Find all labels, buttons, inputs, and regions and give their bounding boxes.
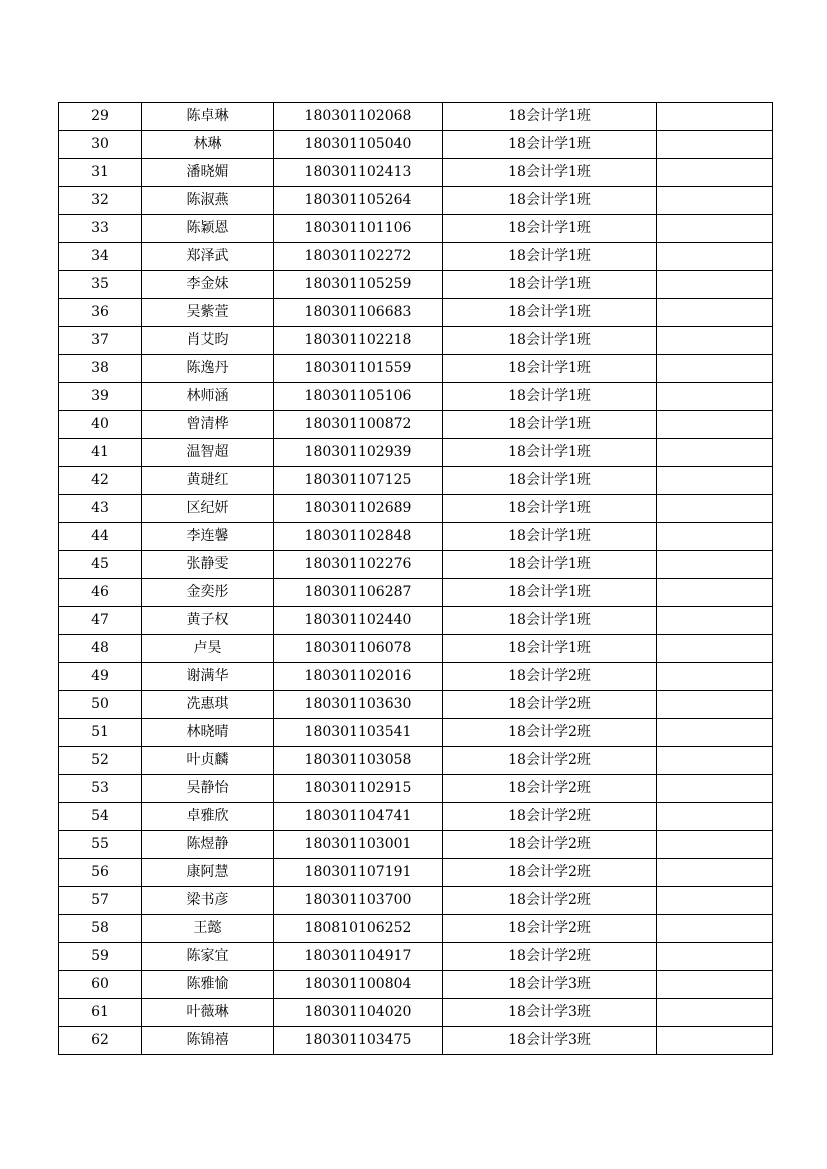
note-cell — [657, 719, 773, 747]
table-row — [59, 215, 773, 243]
row-number-cell: 32 — [59, 187, 142, 215]
student-id-cell: 180301103475 — [274, 1027, 443, 1055]
student-name-cell: 肖艾昀 — [142, 327, 274, 355]
row-number-cell: 41 — [59, 439, 142, 467]
class-name-cell: 18会计学3班 — [443, 971, 657, 999]
table-row — [59, 831, 773, 859]
note-cell — [657, 635, 773, 663]
student-name-cell: 卢昊 — [142, 635, 274, 663]
table-row — [59, 439, 773, 467]
student-id-cell: 180810106252 — [274, 915, 443, 943]
table-row — [59, 859, 773, 887]
note-cell — [657, 103, 773, 131]
class-name-cell: 18会计学1班 — [443, 159, 657, 187]
student-name-cell: 林师涵 — [142, 383, 274, 411]
table-row — [59, 691, 773, 719]
class-name-cell: 18会计学1班 — [443, 579, 657, 607]
student-id-cell: 180301102413 — [274, 159, 443, 187]
student-name-cell: 冼惠琪 — [142, 691, 274, 719]
student-id-cell: 180301101106 — [274, 215, 443, 243]
student-id-cell: 180301100872 — [274, 411, 443, 439]
student-id-cell: 180301102218 — [274, 327, 443, 355]
class-name-cell: 18会计学1班 — [443, 187, 657, 215]
row-number-cell: 44 — [59, 523, 142, 551]
row-number-cell: 39 — [59, 383, 142, 411]
student-name-cell: 温智超 — [142, 439, 274, 467]
note-cell — [657, 411, 773, 439]
student-name-cell: 陈颖恩 — [142, 215, 274, 243]
note-cell — [657, 803, 773, 831]
class-name-cell: 18会计学1班 — [443, 411, 657, 439]
table-row — [59, 803, 773, 831]
student-name-cell: 林晓晴 — [142, 719, 274, 747]
student-id-cell: 180301101559 — [274, 355, 443, 383]
student-name-cell: 康阿慧 — [142, 859, 274, 887]
note-cell — [657, 887, 773, 915]
roster-body — [59, 103, 773, 1055]
table-row — [59, 887, 773, 915]
class-name-cell: 18会计学2班 — [443, 915, 657, 943]
student-name-cell: 梁书彦 — [142, 887, 274, 915]
student-id-cell: 180301103700 — [274, 887, 443, 915]
table-row — [59, 159, 773, 187]
row-number-cell: 52 — [59, 747, 142, 775]
row-number-cell: 29 — [59, 103, 142, 131]
student-name-cell: 李金妹 — [142, 271, 274, 299]
note-cell — [657, 215, 773, 243]
student-id-cell: 180301102068 — [274, 103, 443, 131]
class-name-cell: 18会计学1班 — [443, 103, 657, 131]
student-id-cell: 180301104020 — [274, 999, 443, 1027]
student-id-cell: 180301102276 — [274, 551, 443, 579]
class-name-cell: 18会计学2班 — [443, 887, 657, 915]
row-number-cell: 58 — [59, 915, 142, 943]
table-row — [59, 131, 773, 159]
student-id-cell: 180301107125 — [274, 467, 443, 495]
student-name-cell: 陈淑燕 — [142, 187, 274, 215]
row-number-cell: 60 — [59, 971, 142, 999]
student-name-cell: 林琳 — [142, 131, 274, 159]
table-row — [59, 271, 773, 299]
row-number-cell: 55 — [59, 831, 142, 859]
class-name-cell: 18会计学1班 — [443, 551, 657, 579]
student-name-cell: 黄琎红 — [142, 467, 274, 495]
class-name-cell: 18会计学3班 — [443, 999, 657, 1027]
table-row — [59, 467, 773, 495]
table-row — [59, 187, 773, 215]
class-name-cell: 18会计学1班 — [443, 355, 657, 383]
note-cell — [657, 747, 773, 775]
row-number-cell: 31 — [59, 159, 142, 187]
class-name-cell: 18会计学1班 — [443, 635, 657, 663]
student-id-cell: 180301107191 — [274, 859, 443, 887]
student-id-cell: 180301105264 — [274, 187, 443, 215]
table-row — [59, 327, 773, 355]
student-name-cell: 陈锦禧 — [142, 1027, 274, 1055]
note-cell — [657, 775, 773, 803]
student-name-cell: 谢满华 — [142, 663, 274, 691]
student-name-cell: 陈煜静 — [142, 831, 274, 859]
class-name-cell: 18会计学1班 — [443, 467, 657, 495]
student-name-cell: 王懿 — [142, 915, 274, 943]
note-cell — [657, 579, 773, 607]
class-name-cell: 18会计学1班 — [443, 383, 657, 411]
student-id-cell: 180301103058 — [274, 747, 443, 775]
note-cell — [657, 691, 773, 719]
table-row — [59, 719, 773, 747]
table-row — [59, 999, 773, 1027]
student-name-cell: 叶薇琳 — [142, 999, 274, 1027]
class-name-cell: 18会计学2班 — [443, 663, 657, 691]
class-name-cell: 18会计学1班 — [443, 523, 657, 551]
student-name-cell: 陈家宜 — [142, 943, 274, 971]
row-number-cell: 40 — [59, 411, 142, 439]
student-name-cell: 陈雅愉 — [142, 971, 274, 999]
row-number-cell: 43 — [59, 495, 142, 523]
row-number-cell: 47 — [59, 607, 142, 635]
table-row — [59, 915, 773, 943]
class-name-cell: 18会计学1班 — [443, 299, 657, 327]
note-cell — [657, 971, 773, 999]
class-name-cell: 18会计学2班 — [443, 747, 657, 775]
class-name-cell: 18会计学2班 — [443, 831, 657, 859]
row-number-cell: 33 — [59, 215, 142, 243]
class-name-cell: 18会计学2班 — [443, 691, 657, 719]
table-row — [59, 243, 773, 271]
row-number-cell: 50 — [59, 691, 142, 719]
student-id-cell: 180301103541 — [274, 719, 443, 747]
row-number-cell: 56 — [59, 859, 142, 887]
row-number-cell: 51 — [59, 719, 142, 747]
note-cell — [657, 243, 773, 271]
student-id-cell: 180301102915 — [274, 775, 443, 803]
note-cell — [657, 439, 773, 467]
row-number-cell: 45 — [59, 551, 142, 579]
student-id-cell: 180301105040 — [274, 131, 443, 159]
student-name-cell: 潘晓媚 — [142, 159, 274, 187]
table-row — [59, 551, 773, 579]
note-cell — [657, 859, 773, 887]
class-name-cell: 18会计学2班 — [443, 859, 657, 887]
class-name-cell: 18会计学1班 — [443, 243, 657, 271]
table-row — [59, 103, 773, 131]
row-number-cell: 54 — [59, 803, 142, 831]
class-name-cell: 18会计学3班 — [443, 1027, 657, 1055]
row-number-cell: 59 — [59, 943, 142, 971]
student-name-cell: 吴静怡 — [142, 775, 274, 803]
table-row — [59, 747, 773, 775]
student-id-cell: 180301104917 — [274, 943, 443, 971]
row-number-cell: 49 — [59, 663, 142, 691]
student-id-cell: 180301106078 — [274, 635, 443, 663]
note-cell — [657, 943, 773, 971]
table-row — [59, 383, 773, 411]
student-name-cell: 金奕彤 — [142, 579, 274, 607]
table-row — [59, 1027, 773, 1055]
table-row — [59, 971, 773, 999]
row-number-cell: 34 — [59, 243, 142, 271]
table-row — [59, 775, 773, 803]
class-name-cell: 18会计学2班 — [443, 803, 657, 831]
note-cell — [657, 271, 773, 299]
student-id-cell: 180301106683 — [274, 299, 443, 327]
student-id-cell: 180301103001 — [274, 831, 443, 859]
note-cell — [657, 607, 773, 635]
student-name-cell: 李连馨 — [142, 523, 274, 551]
class-name-cell: 18会计学1班 — [443, 495, 657, 523]
note-cell — [657, 831, 773, 859]
student-id-cell: 180301102848 — [274, 523, 443, 551]
class-name-cell: 18会计学1班 — [443, 607, 657, 635]
student-name-cell: 吴紫萱 — [142, 299, 274, 327]
class-name-cell: 18会计学2班 — [443, 719, 657, 747]
row-number-cell: 36 — [59, 299, 142, 327]
student-id-cell: 180301106287 — [274, 579, 443, 607]
note-cell — [657, 299, 773, 327]
student-name-cell: 叶贞麟 — [142, 747, 274, 775]
student-id-cell: 180301104741 — [274, 803, 443, 831]
student-name-cell: 黄子权 — [142, 607, 274, 635]
class-name-cell: 18会计学1班 — [443, 215, 657, 243]
student-name-cell: 陈卓琳 — [142, 103, 274, 131]
student-name-cell: 曾清桦 — [142, 411, 274, 439]
class-name-cell: 18会计学2班 — [443, 775, 657, 803]
student-name-cell: 卓雅欣 — [142, 803, 274, 831]
table-row — [59, 495, 773, 523]
table-row — [59, 663, 773, 691]
table-row — [59, 635, 773, 663]
student-name-cell: 陈逸丹 — [142, 355, 274, 383]
note-cell — [657, 663, 773, 691]
class-name-cell: 18会计学1班 — [443, 131, 657, 159]
student-id-cell: 180301105259 — [274, 271, 443, 299]
student-id-cell: 180301105106 — [274, 383, 443, 411]
row-number-cell: 35 — [59, 271, 142, 299]
student-id-cell: 180301102440 — [274, 607, 443, 635]
note-cell — [657, 187, 773, 215]
student-name-cell: 张静雯 — [142, 551, 274, 579]
table-row — [59, 411, 773, 439]
row-number-cell: 53 — [59, 775, 142, 803]
note-cell — [657, 915, 773, 943]
note-cell — [657, 383, 773, 411]
note-cell — [657, 131, 773, 159]
note-cell — [657, 159, 773, 187]
row-number-cell: 30 — [59, 131, 142, 159]
table-row — [59, 523, 773, 551]
class-name-cell: 18会计学1班 — [443, 327, 657, 355]
student-id-cell: 180301102016 — [274, 663, 443, 691]
row-number-cell: 62 — [59, 1027, 142, 1055]
note-cell — [657, 1027, 773, 1055]
row-number-cell: 46 — [59, 579, 142, 607]
table-row — [59, 579, 773, 607]
row-number-cell: 61 — [59, 999, 142, 1027]
student-id-cell: 180301100804 — [274, 971, 443, 999]
student-id-cell: 180301103630 — [274, 691, 443, 719]
note-cell — [657, 467, 773, 495]
student-id-cell: 180301102939 — [274, 439, 443, 467]
row-number-cell: 37 — [59, 327, 142, 355]
note-cell — [657, 523, 773, 551]
student-name-cell: 区纪妍 — [142, 495, 274, 523]
note-cell — [657, 495, 773, 523]
table-row — [59, 943, 773, 971]
student-roster-table — [58, 102, 773, 1055]
student-id-cell: 180301102689 — [274, 495, 443, 523]
note-cell — [657, 999, 773, 1027]
row-number-cell: 42 — [59, 467, 142, 495]
class-name-cell: 18会计学1班 — [443, 439, 657, 467]
table-row — [59, 355, 773, 383]
row-number-cell: 57 — [59, 887, 142, 915]
table-row — [59, 607, 773, 635]
row-number-cell: 38 — [59, 355, 142, 383]
note-cell — [657, 327, 773, 355]
student-id-cell: 180301102272 — [274, 243, 443, 271]
class-name-cell: 18会计学2班 — [443, 943, 657, 971]
row-number-cell: 48 — [59, 635, 142, 663]
student-name-cell: 郑泽武 — [142, 243, 274, 271]
note-cell — [657, 355, 773, 383]
class-name-cell: 18会计学1班 — [443, 271, 657, 299]
note-cell — [657, 551, 773, 579]
table-row — [59, 299, 773, 327]
